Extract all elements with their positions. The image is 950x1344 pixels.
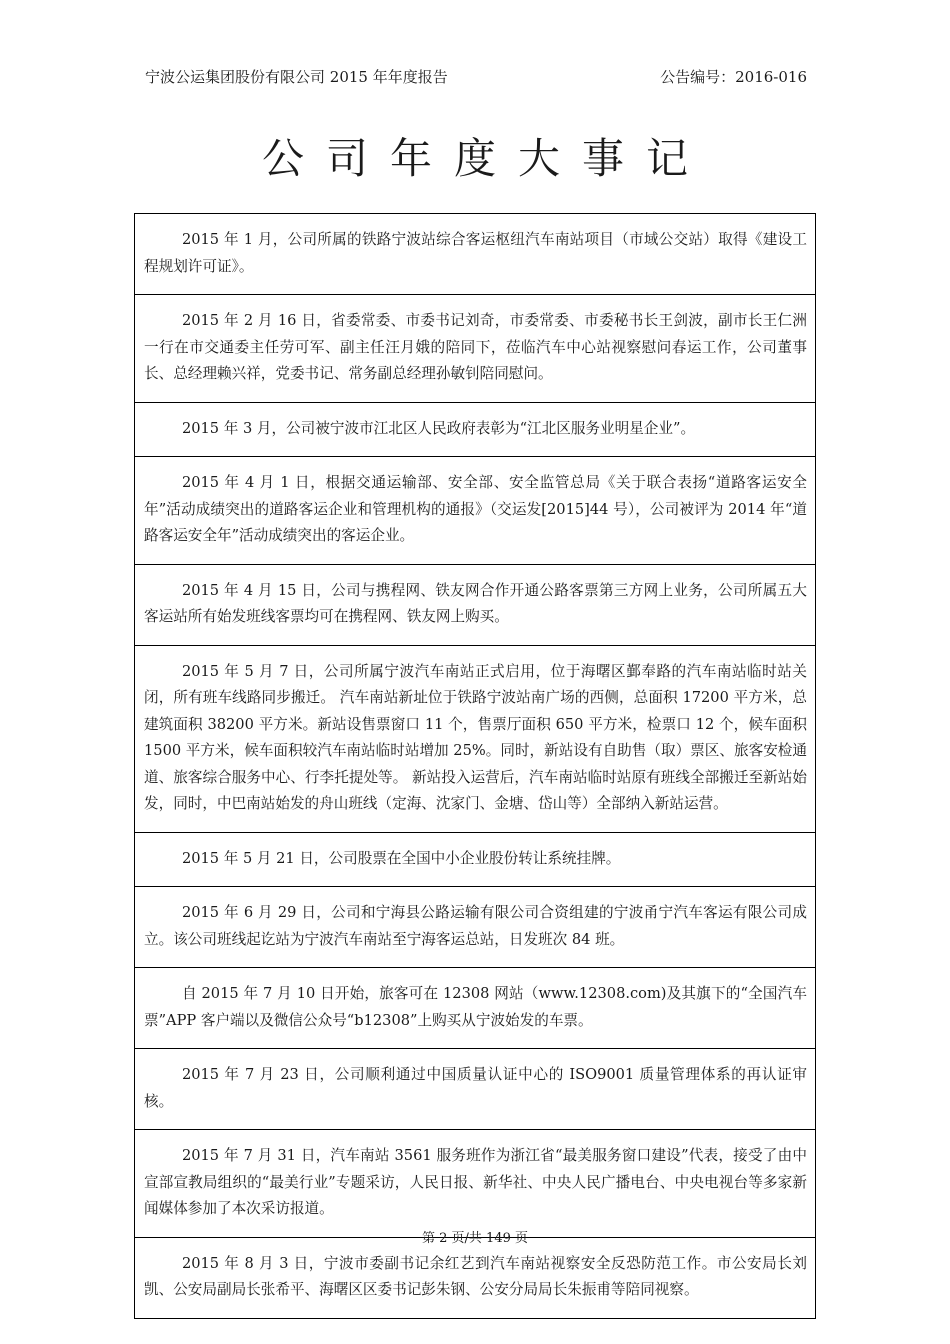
event-row: 2015 年 8 月 3 日，宁波市委副书记余红艺到汽车南站视察安全反恐防范工作。市公安局长刘凯、公安局副局长张希平、海曙区区委书记彭朱钢、公安分局局长朱振甫等陪同视察。 [135,1238,815,1319]
event-row: 2015 年 7 月 23 日，公司顺利通过中国质量认证中心的 ISO9001 质量管理体系的再认证审核。 [135,1049,815,1130]
report-title: 宁波公运集团股份有限公司 2015 年年度报告 [145,68,448,86]
announcement-number: 公告编号：2016-016 [660,68,807,86]
event-row: 2015 年 6 月 29 日，公司和宁海县公路运输有限公司合资组建的宁波甬宁汽车客运有限公司成立。该公司班线起讫站为宁波汽车南站至宁海客运总站，日发班次 84 班。 [135,887,815,968]
events-table [134,213,816,1319]
event-row: 2015 年 4 月 1 日，根据交通运输部、安全部、安全监管总局《关于联合表扬“道路客运安全年”活动成绩突出的道路客运企业和管理机构的通报》（交运发[2015]44 号），公司被评为 2014 年“道路客运安全年”活动成绩突出的客运企业。 [135,457,815,565]
event-row: 2015 年 3 月，公司被宁波市江北区人民政府表彰为“江北区服务业明星企业”。 [135,403,815,458]
event-row: 2015 年 1 月，公司所属的铁路宁波站综合客运枢纽汽车南站项目（市域公交站）取得《建设工程规划许可证》。 [135,214,815,295]
event-row: 自 2015 年 7 月 10 日开始，旅客可在 12308 网站（www.12308.com)及其旗下的“全国汽车票”APP 客户端以及微信公众号“b12308”上购买从宁波始发的车票。 [135,968,815,1049]
page-number: 第 2 页/共 149 页 [422,1231,528,1246]
event-row: 2015 年 2 月 16 日，省委常委、市委书记刘奇，市委常委、市委秘书长王剑波，副市长王仁洲一行在市交通委主任劳可军、副主任汪月娥的陪同下，莅临汽车中心站视察慰问春运工作，公司董事长、总经理赖兴祥，党委书记、常务副总经理孙敏钊陪同慰问。 [135,295,815,403]
event-row: 2015 年 5 月 21 日，公司股票在全国中小企业股份转让系统挂牌。 [135,833,815,888]
event-row: 2015 年 4 月 15 日，公司与携程网、铁友网合作开通公路客票第三方网上业务，公司所属五大客运站所有始发班线客票均可在携程网、铁友网上购买。 [135,565,815,646]
page-title: 公司年度大事记 [261,134,710,183]
page-header [145,66,807,87]
event-row: 2015 年 7 月 31 日，汽车南站 3561 服务班作为浙江省“最美服务窗口建设”代表，接受了由中宣部宣教局组织的“最美行业”专题采访，人民日报、新华社、中央人民广播电台、中央电视台等多家新闻媒体参加了本次采访报道。 [135,1130,815,1238]
event-row: 2015 年 5 月 7 日，公司所属宁波汽车南站正式启用，位于海曙区鄞奉路的汽车南站临时站关闭，所有班车线路同步搬迁。 汽车南站新址位于铁路宁波站南广场的西侧，总面积 17200 平方米，总建筑面积 38200 平方米。新站设售票窗口 11 个，售票厅面积 650 平方米，检票口 12 个，候车面积 1500 平方米，候车面积较汽车南站临时站增加 25%。同时，新站设有自助售（取）票区、旅客安检通道、旅客综合服务中心、行李托提处等。 新站投入运营后，汽车南站临时站原有班线全部搬迁至新站始发，同时，中巴南站始发的舟山班线（定海、沈家门、金塘、岱山等）全部纳入新站运营。 [135,646,815,833]
